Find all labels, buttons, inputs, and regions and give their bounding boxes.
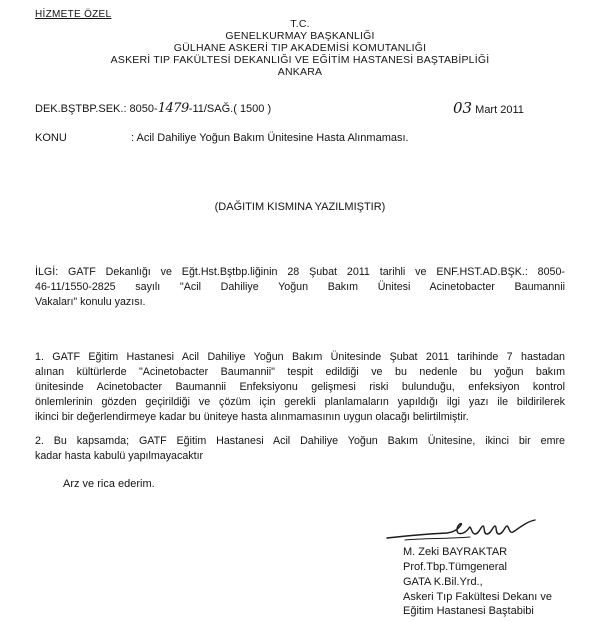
reference-handwritten-number: 1479	[157, 101, 189, 116]
closing-phrase: Arz ve rica ederim.	[63, 478, 155, 490]
paragraph-2	[35, 434, 565, 464]
reference-prefix: DEK.BŞTBP.SEK.: 8050-	[35, 103, 158, 115]
paragraph-line: önlemlerinin gözden geçirildiği ve çözüm için gerekli planlamaların yapıldığı ilgi yazı ile bildirilerek	[35, 396, 565, 408]
paragraph-line: 1. GATF Eğitim Hastanesi Acil Dahiliye Yoğun Bakım Ünitesinde Şubat 2011 tarihinde 7 hastadan	[35, 351, 565, 363]
reference-number	[35, 101, 271, 116]
document-date	[453, 99, 524, 117]
handwritten-signature	[385, 516, 545, 544]
subject-text: : Acil Dahiliye Yoğun Bakım Ünitesine Hasta Alınmaması.	[131, 132, 409, 144]
ilgi-line: İLGİ: GATF Dekanlığı ve Eğt.Hst.Bştbp.liğinin 28 Şubat 2011 tarihli ve ENF.HST.AD.BŞK.: 8050-	[35, 266, 565, 278]
paragraph-line: kadar hasta kabulü yapılmayacaktır	[35, 450, 204, 462]
paragraph-line: ünitesinde Acinetobacter Baumannii Enfeksiyonu gelişmesi riski bulunduğu, enfeksiyon kontrol	[35, 381, 565, 393]
header-line-tc: T.C.	[290, 18, 310, 30]
date-month-year: Mart 2011	[475, 104, 524, 116]
signer-title: GATA K.Bil.Yrd.,	[403, 576, 483, 588]
paragraph-line: ikinci bir değerlendirmeye kadar bu üniteye hasta alınmamasının uygun olacağı belirtilmiştir.	[35, 411, 469, 423]
date-handwritten-day: 03	[453, 99, 473, 117]
subject-label: KONU	[35, 132, 67, 144]
signer-rank: Prof.Tbp.Tümgeneral	[403, 561, 507, 573]
signer-position-dean: Askeri Tıp Fakültesi Dekanı ve	[403, 591, 552, 603]
ilgi-line: Vakaları" konulu yazısı.	[35, 296, 146, 308]
signer-name: M. Zeki BAYRAKTAR	[403, 546, 508, 558]
header-line-faculty: ASKERİ TIP FAKÜLTESİ DEKANLIĞI VE EĞİTİM HASTANESİ BAŞTABİPLİĞİ	[110, 54, 490, 66]
reference-suffix: -11/SAĞ.( 1500 )	[188, 103, 272, 115]
paragraph-line: alınan kültürlerde "Acinetobacter Baumannii" tespit edildiği ve bu nedenle bu yoğun bakım	[35, 366, 565, 378]
header-line-city: ANKARA	[277, 66, 323, 78]
header-line-general-staff: GENELKURMAY BAŞKANLIĞI	[225, 30, 375, 42]
classification-label: HİZMETE ÖZEL	[35, 9, 112, 20]
paragraph-1	[35, 350, 565, 425]
header-line-academy: GÜLHANE ASKERİ TIP AKADEMİSİ KOMUTANLIĞI	[173, 42, 427, 54]
signer-position-chief: Eğitim Hastanesi Baştabibi	[403, 605, 534, 617]
ilgi-line: 46-11/1550-2825 sayılı "Acil Dahiliye Yoğun Bakım Ünitesi Acinetobacter Baumannii	[35, 281, 565, 293]
ilgi-paragraph	[35, 265, 565, 310]
distribution-note: (DAĞITIM KISMINA YAZILMIŞTIR)	[214, 201, 386, 213]
paragraph-line: 2. Bu kapsamda; GATF Eğitim Hastanesi Acil Dahiliye Yoğun Bakım Ünitesine, ikinci bir emre	[35, 435, 565, 447]
